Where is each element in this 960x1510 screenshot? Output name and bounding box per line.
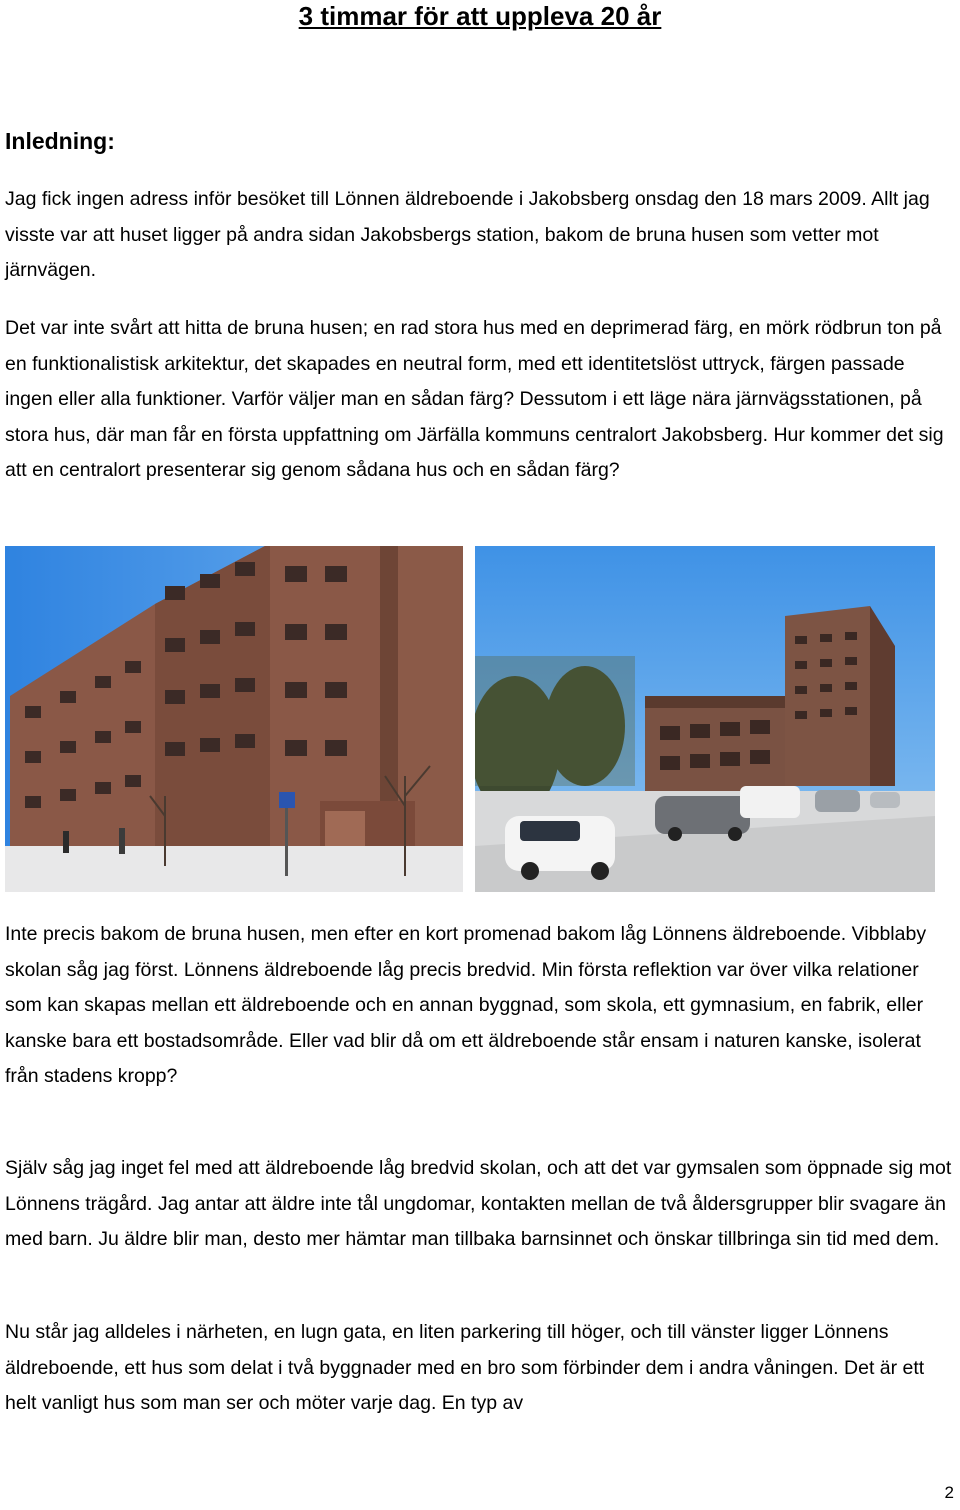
building-photo-right — [475, 546, 935, 892]
paragraph-3: Inte precis bakom de bruna husen, men efter en kort promenad bakom låg Lönnens äldreboende. Vibblaby skolan såg jag först. Lönnens äldreboende låg precis bredvid. Min första reflektion var över vilka relationer som kan skapas mellan ett äldreboende och en annan byggnad, som skola, ett gymnasium, en fabrik, eller kanske bara ett bostadsområde. Eller vad blir då om ett äldreboende står ensam i naturen kanske, isolerat från stadens kropp? — [5, 923, 927, 1087]
building-photo-left — [5, 546, 463, 892]
paragraph-1: Jag fick ingen adress inför besöket till Lönnen äldreboende i Jakobsberg onsdag den 18 mars 2009. Allt jag visste var att huset ligger på andra sidan Jakobsbergs station, bakom de bruna husen som vetter mot järnvägen. — [5, 188, 930, 281]
page-number: 2 — [944, 1483, 954, 1502]
paragraph-4: Själv såg jag inget fel med att äldreboende låg bredvid skolan, och att det var gymsalen som öppnade sig mot Lönnens trägård. Jag antar att äldre inte tål ungdomar, kontakten mellan de två åldersgrupper blir svagare än med barn. Ju äldre blir man, desto mer hämtar man tillbaka barnsinnet och önskar tillbringa sin tid med dem. — [5, 1157, 952, 1250]
paragraph-5: Nu står jag alldeles i närheten, en lugn gata, en liten parkering till höger, och till vänster ligger Lönnens äldreboende, ett hus som delat i två byggnader med en bro som förbinder dem i andra våningen. Det är ett helt vanligt hus som man ser och möter varje dag. En typ av — [5, 1321, 925, 1414]
paragraph-2: Det var inte svårt att hitta de bruna husen; en rad stora hus med en deprimerad färg, en mörk rödbrun ton på en funktionalistisk arkitektur, det skapades en neutral form, med ett identitetslöst uttryck, färgen passade ingen eller alla funktioner. Varför väljer man en sådan färg? Dessutom i ett läge nära järnvägsstationen, på stora hus, där man får en första uppfattning om Järfälla kommuns centralort Jakobsberg. Hur kommer det sig att en centralort presenterar sig genom sådana hus och en sådan färg? — [5, 317, 944, 481]
page-title: 3 timmar för att uppleva 20 år — [298, 1, 662, 31]
section-heading: Inledning: — [5, 128, 115, 154]
